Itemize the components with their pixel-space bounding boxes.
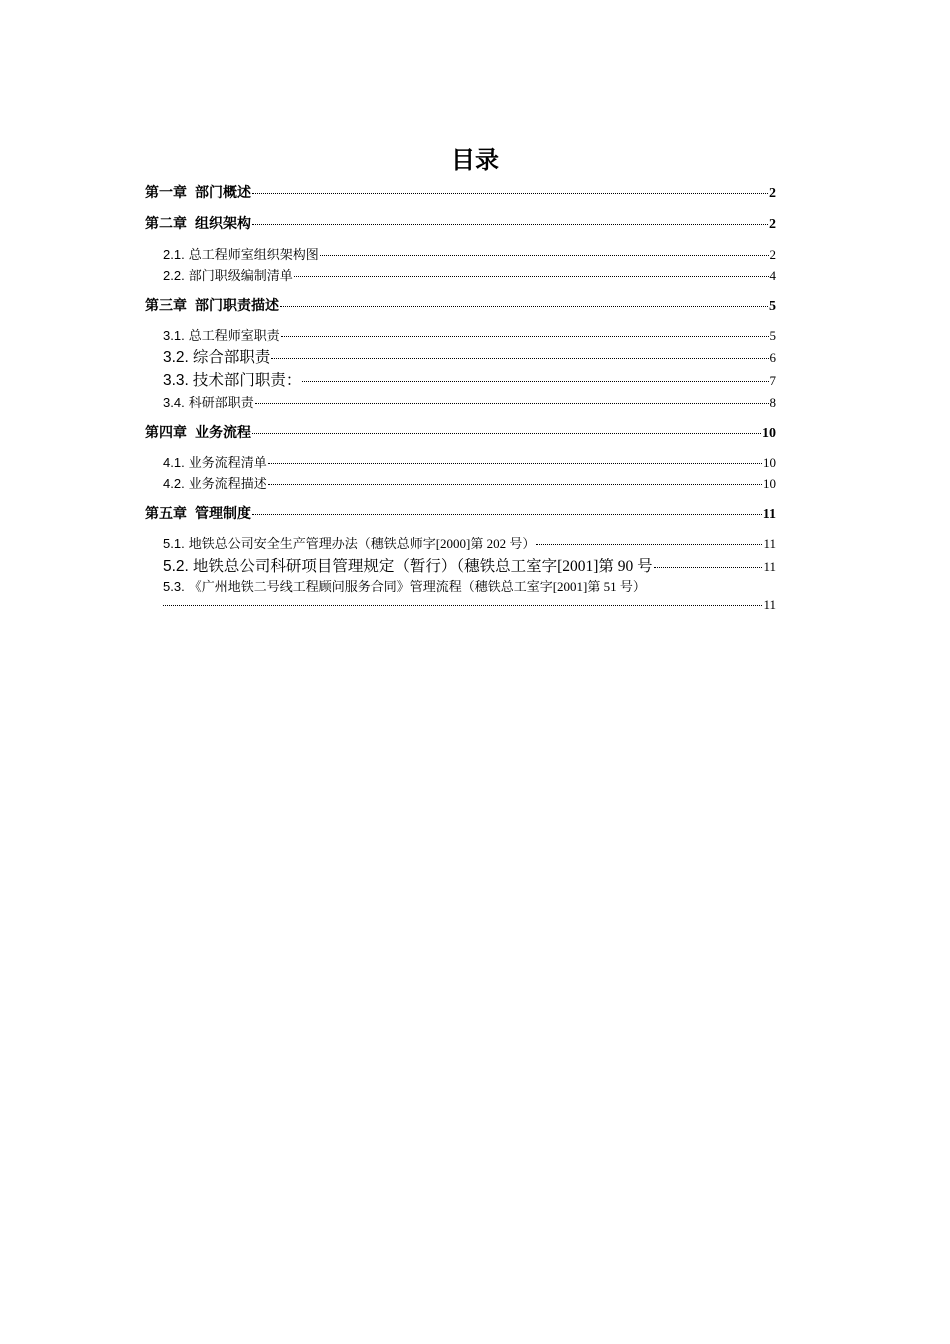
page-number: 2 [769, 186, 776, 201]
dot-leader [302, 380, 768, 382]
dot-leader [252, 223, 768, 225]
dot-leader [320, 254, 769, 256]
page-number: 2 [769, 247, 776, 262]
section-title: 科研部职责 [188, 395, 254, 410]
dot-leader [268, 462, 762, 464]
section-number: 5.2. [163, 558, 189, 575]
section-title: 总工程师室组织架构图 [188, 247, 319, 262]
page-number: 11 [763, 559, 776, 574]
toc-chapter-1[interactable] [145, 182, 776, 202]
toc-chapter-5[interactable] [145, 503, 776, 523]
page-number: 11 [763, 597, 776, 612]
page-number: 10 [763, 455, 776, 470]
page-number: 5 [769, 299, 776, 314]
dot-leader [255, 402, 769, 404]
page-number: 6 [769, 350, 776, 365]
page-number: 8 [769, 395, 776, 410]
section-number: 3.1. [163, 328, 185, 343]
chapter-title: 管理制度 [195, 506, 251, 522]
dot-leader [271, 357, 768, 359]
toc-section-3-3[interactable] [163, 368, 776, 390]
section-number: 4.2. [163, 476, 185, 491]
section-title: 《广州地铁二号线工程顾问服务合同》管理流程（穗铁总工室字[2001]第 51 号） [188, 579, 646, 594]
section-title: 总工程师室职责 [188, 328, 280, 343]
toc-section-2-2[interactable] [163, 265, 776, 284]
dot-leader [268, 483, 762, 485]
page-number: 10 [763, 476, 776, 491]
chapter-title: 部门概述 [195, 185, 251, 201]
page-number: 7 [769, 373, 776, 388]
section-number: 2.1. [163, 247, 185, 262]
dot-leader [252, 513, 762, 515]
dot-leader [163, 604, 762, 606]
dot-leader [252, 192, 768, 194]
section-number: 3.3. [163, 372, 189, 389]
page-number: 11 [762, 507, 776, 522]
dot-leader [654, 566, 763, 568]
section-title: 部门职级编制清单 [188, 268, 293, 283]
section-title: 地铁总公司安全生产管理办法（穗铁总师字[2000]第 202 号） [188, 536, 536, 551]
section-number: 3.2. [163, 349, 189, 366]
toc-chapter-4[interactable] [145, 422, 776, 442]
dot-leader [281, 335, 769, 337]
section-number: 5.1. [163, 536, 185, 551]
section-title: 综合部职责 [192, 349, 271, 366]
dot-leader [294, 275, 769, 277]
toc-section-4-2[interactable] [163, 473, 776, 492]
chapter-number: 第三章 [145, 297, 187, 313]
toc-chapter-2[interactable] [145, 213, 776, 233]
chapter-number: 第一章 [145, 184, 187, 200]
toc-title: 目录 [451, 146, 499, 174]
section-title: 技术部门职责： [192, 372, 302, 389]
toc-chapter-3[interactable] [145, 295, 776, 315]
page-number: 11 [763, 536, 776, 551]
chapter-title: 部门职责描述 [195, 298, 279, 314]
section-title: 地铁总公司科研项目管理规定（暂行）（穗铁总工室字[2001]第 90 号 [192, 558, 653, 575]
chapter-number: 第五章 [145, 505, 187, 521]
section-number: 4.1. [163, 455, 185, 470]
page-number: 10 [762, 426, 776, 441]
chapter-title: 业务流程 [195, 425, 251, 441]
toc-section-2-1[interactable] [163, 244, 776, 263]
page-number: 4 [769, 268, 776, 283]
toc-section-4-1[interactable] [163, 452, 776, 471]
dot-leader [252, 432, 761, 434]
page-number: 2 [769, 217, 776, 232]
page-number: 5 [769, 328, 776, 343]
chapter-number: 第四章 [145, 424, 187, 440]
toc-section-3-4[interactable] [163, 392, 776, 411]
toc-section-5-3[interactable] [163, 576, 776, 595]
section-title: 业务流程清单 [188, 455, 267, 470]
toc-section-3-1[interactable] [163, 325, 776, 344]
toc-section-5-3-continuation[interactable] [163, 597, 776, 613]
section-number: 5.3. [163, 579, 185, 594]
section-number: 2.2. [163, 268, 185, 283]
section-number: 3.4. [163, 395, 185, 410]
toc-section-3-2[interactable] [163, 345, 776, 367]
chapter-title: 组织架构 [195, 216, 251, 232]
section-title: 业务流程描述 [188, 476, 267, 491]
dot-leader [280, 305, 768, 307]
toc-section-5-2[interactable] [163, 554, 776, 576]
chapter-number: 第二章 [145, 215, 187, 231]
dot-leader [536, 543, 762, 545]
toc-section-5-1[interactable] [163, 533, 776, 552]
